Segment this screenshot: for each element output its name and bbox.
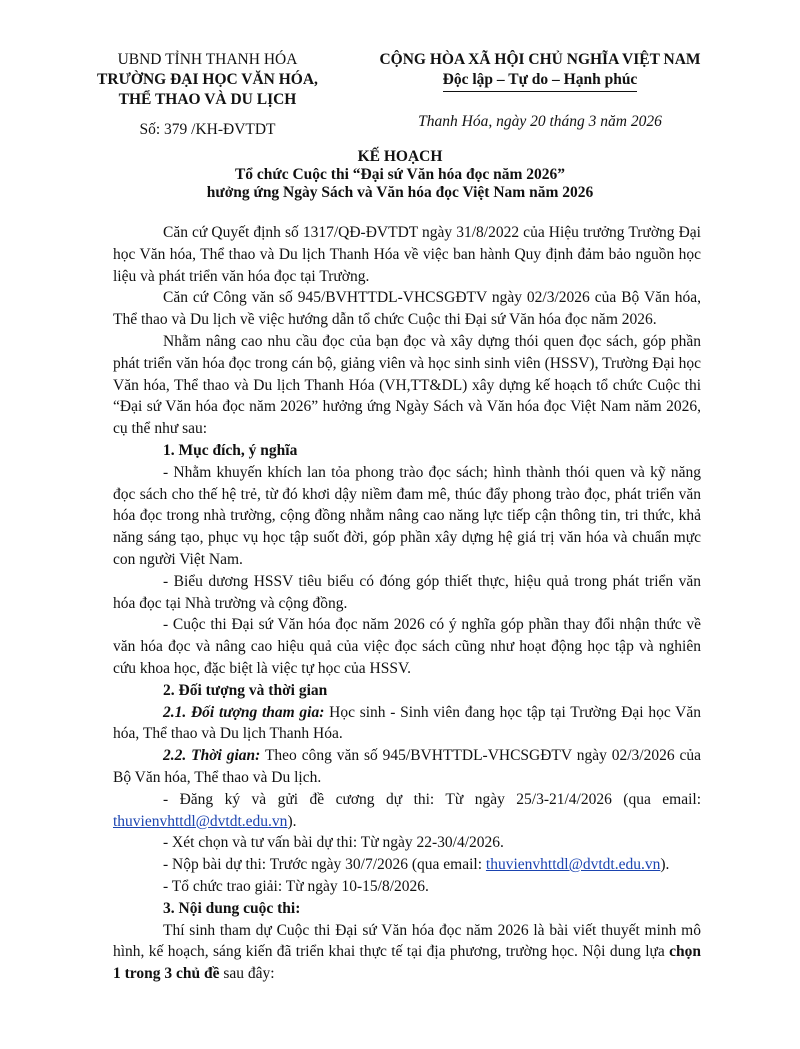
paragraph-award: - Tổ chức trao giải: Từ ngày 10-15/8/2026. [163, 877, 429, 895]
content-text: Thí sinh tham dự Cuộc thi Đại sứ Văn hóa đọc năm 2026 là bài viết thuyết minh mô hình, kế hoạch, sáng kiến đã triển khai thực tế tại địa phương, trường học. Nội dung lựa [113, 921, 701, 961]
paragraph-purpose-2: - Biểu dương HSSV tiêu biểu có đóng góp thiết thực, hiệu quả trong phát triển văn hóa đọc tại Nhà trường và cộng đồng. [113, 572, 701, 612]
document-date: Thanh Hóa, ngày 20 tháng 3 năm 2026 [418, 113, 662, 130]
national-title: CỘNG HÒA XÃ HỘI CHỦ NGHĨA VIỆT NAM [379, 51, 701, 68]
submission-text: - Nộp bài dự thi: Trước ngày 30/7/2026 (qua email: [163, 856, 486, 874]
paragraph-selection: - Xét chọn và tư vấn bài dự thi: Từ ngày 22-30/4/2026. [163, 834, 504, 852]
national-motto-block [345, 50, 735, 132]
title-line-3: hưởng ứng Ngày Sách và Văn hóa đọc Việt Nam năm 2026 [206, 184, 594, 201]
paragraph-time [113, 745, 701, 789]
section-heading-3: 3. Nội dung cuộc thi: [163, 899, 301, 917]
content-text-end: sau đây: [219, 965, 275, 983]
content-text-bold: chọn 1 trong 3 chủ đề [113, 943, 701, 983]
section-heading-1: 1. Mục đích, ý nghĩa [163, 441, 298, 459]
email-link-registration[interactable]: thuvienvhttdl@dvtdt.edu.vn [113, 812, 288, 830]
paragraph-purpose-3: - Cuộc thi Đại sứ Văn hóa đọc năm 2026 có ý nghĩa góp phần thay đổi nhận thức về văn hóa đọc và nâng cao hiệu quả của việc đọc sách cũng như hoạt động học tập và nghiên cứu khoa học, đặc biệt là việc tự học của HSSV. [113, 616, 701, 677]
document-body [113, 222, 701, 985]
issuer-authority: UBND TỈNH THANH HÓA [117, 51, 298, 68]
subsection-text-2-1: Học sinh - Sinh viên đang học tập tại Trường Đại học Văn hóa, Thể thao và Du lịch Thanh Hóa. [113, 703, 701, 743]
paragraph-submission [113, 854, 701, 876]
title-line-1: KẾ HOẠCH [357, 148, 443, 165]
title-line-2: Tổ chức Cuộc thi “Đại sứ Văn hóa đọc năm 2026” [234, 166, 566, 183]
national-motto: Độc lập – Tự do – Hạnh phúc [443, 70, 638, 92]
paragraph-basis-1: Căn cứ Quyết định số 1317/QĐ-ĐVTDT ngày 31/8/2022 của Hiệu trưởng Trường Đại học Văn hóa, Thể thao và Du lịch Thanh Hóa về việc ban hành Quy định đảm bảo nguồn học liệu và phát triển văn hóa đọc tại Trường. [113, 224, 701, 285]
subsection-text-2-2: Theo công văn số 945/BVHTTDL-VHCSGĐTV ngày 02/3/2026 của Bộ Văn hóa, Thể thao và Du lịch. [113, 747, 701, 786]
paragraph-registration [113, 789, 701, 833]
document-title [70, 148, 730, 202]
document-number: Số: 379 /KH-ĐVTDT [139, 121, 276, 138]
submission-text-end: ). [660, 856, 670, 874]
paragraph-basis-2: Căn cứ Công văn số 945/BVHTTDL-VHCSGĐTV ngày 02/3/2026 của Bộ Văn hóa, Thể thao và Du lịch về việc hướng dẫn tổ chức Cuộc thi Đại sứ Văn hóa đọc năm 2026. [113, 289, 701, 329]
section-heading-2: 2. Đối tượng và thời gian [163, 681, 328, 699]
paragraph-purpose-1: - Nhằm khuyến khích lan tỏa phong trào đọc sách; hình thành thói quen và kỹ năng đọc sách cho thế hệ trẻ, từ đó khơi dậy niềm đam mê, thúc đẩy phong trào đọc, phát triển văn hóa đọc trong nhà trường, cộng đồng nhằm nâng cao năng lực tiếp cận thông tin, tri thức, khả năng sáng tạo, phục vụ học tập suốt đời, góp phần xây dựng hệ giá trị văn hóa và chuẩn mực con người Việt Nam. [113, 463, 701, 568]
subsection-label-2-2: 2.2. Thời gian: [163, 747, 261, 765]
issuer-school-line2: THỂ THAO VÀ DU LỊCH [118, 91, 297, 108]
registration-text: - Đăng ký và gửi đề cương dự thi: Từ ngày 25/3-21/4/2026 (qua email: [163, 790, 701, 808]
issuer-block [70, 50, 345, 140]
registration-text-end: ). [287, 812, 297, 830]
subsection-label-2-1: 2.1. Đối tượng tham gia: [163, 703, 325, 721]
issuer-school-line1: TRƯỜNG ĐẠI HỌC VĂN HÓA, [97, 71, 318, 88]
paragraph-purpose-intro: Nhằm nâng cao nhu cầu đọc của bạn đọc và xây dựng thói quen đọc sách, góp phần phát triển văn hóa đọc trong cán bộ, giảng viên và học sinh sinh viên (HSSV), Trường Đại học Văn hóa, Thể thao và Du lịch Thanh Hóa (VH,TT&DL) xây dựng kế hoạch tổ chức Cuộc thi “Đại sứ Văn hóa đọc năm 2026” hưởng ứng Ngày Sách và Văn hóa đọc Việt Nam năm 2026, cụ thể như sau: [113, 332, 701, 438]
email-link-submission[interactable]: thuvienvhttdl@dvtdt.edu.vn [485, 856, 661, 874]
paragraph-participants [113, 702, 701, 746]
paragraph-content [113, 920, 701, 985]
